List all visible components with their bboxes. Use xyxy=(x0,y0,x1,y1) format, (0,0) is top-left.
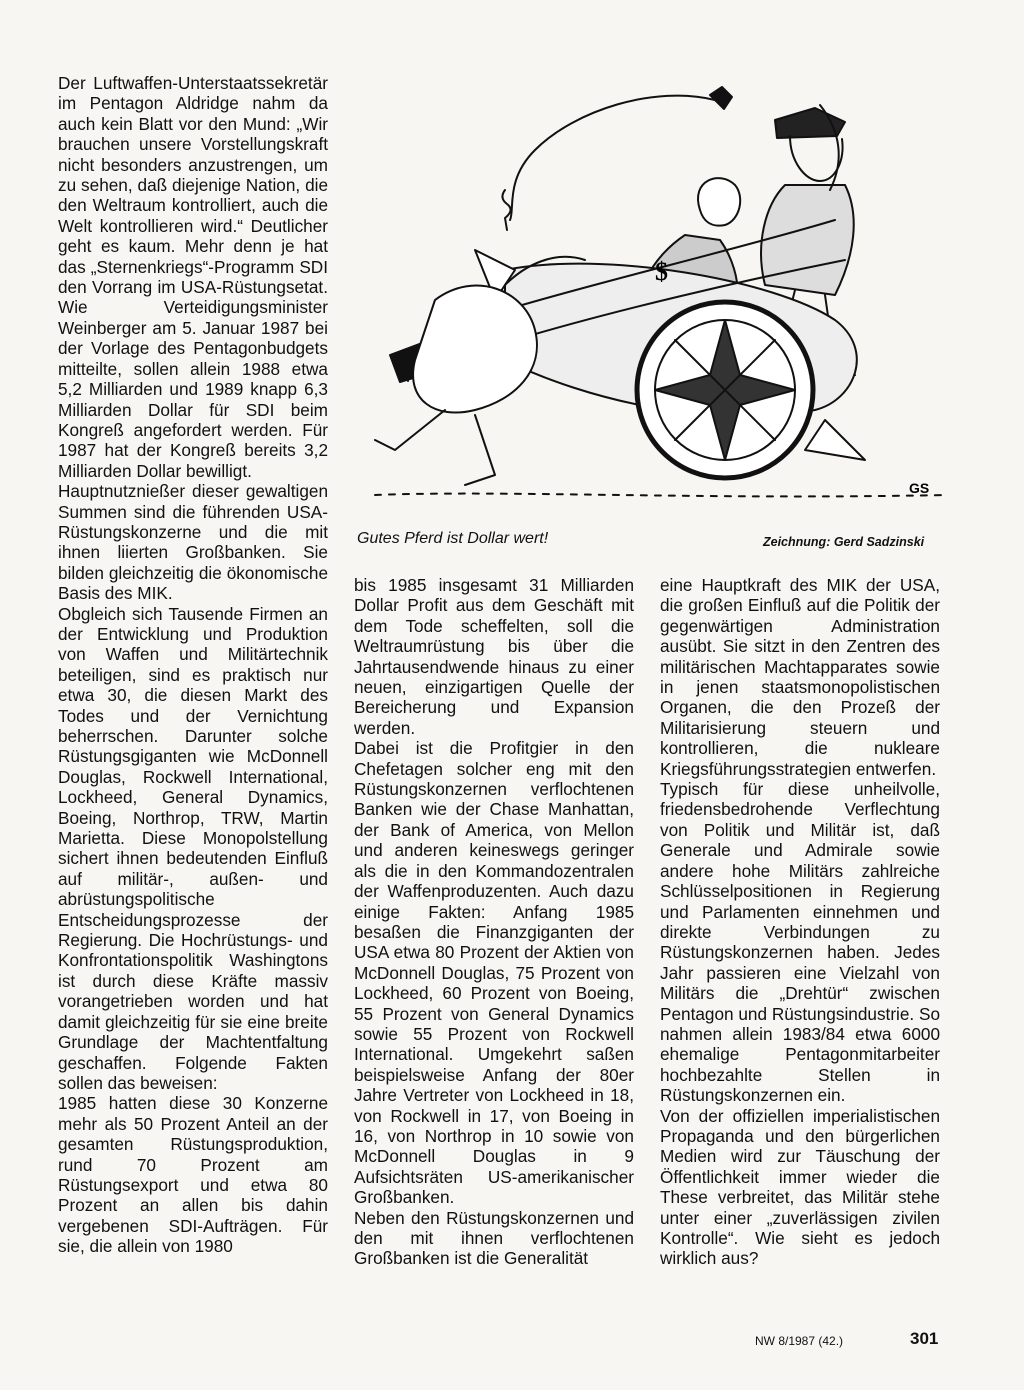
officer-fist xyxy=(710,87,732,109)
paragraph: Hauptnutznießer dieser gewaltigen Summen sind die führenden USA-Rüstungskonzerne und die mit ihnen liierten Großbanken. Sie bilden gleichzeitig die ökonomische Basis des MIK. xyxy=(58,481,328,604)
article-column-1 xyxy=(58,73,328,1257)
artist-signature: GS xyxy=(909,480,930,496)
whip xyxy=(510,96,715,220)
whip-tip xyxy=(502,190,510,230)
officer-body xyxy=(761,185,854,295)
page-number: 301 xyxy=(910,1329,939,1348)
paragraph: Neben den Rüstungskonzernen und den mit ihnen verflochtenen Großbanken ist die Generalität xyxy=(354,1207,634,1269)
paragraph: Von der offiziellen imperialistischen Propaganda und den bürgerlichen Medien wird zur Täuschung der Öffentlichkeit immer wieder die These verbreitet, das Militär stehe unter einer „zuverlässigen zivilen Kontrolle“. Wie sieht es jedoch wirklich aus? xyxy=(660,1105,940,1269)
paragraph: Typisch für diese unheilvolle, friedensbedrohende Verflechtung von Politik und Militär ist, daß Generale und Admirale sowie andere hohe Militärs zahlreiche Schlüsselpositionen in Regierung und Parlamenten einnehmen und direkte Verbindungen zu Rüstungskonzernen haben. Jedes Jahr passieren eine Vielzahl von Militärs die „Drehtür“ zwischen Pentagon und Rüstungsindustrie. So nahmen allein 1983/84 etwa 6000 ehemalige Pentagonmitarbeiter hochbezahlte Stellen in Rüstungskonzernen ein. xyxy=(660,779,940,1106)
paragraph: Der Luftwaffen-Unterstaatssekretär im Pentagon Aldridge nahm da auch kein Blatt vor den Mund: „Wir brauchen unsere Vorstellungskraft nicht besonders anzustrengen, um zu sehen, daß diejenige Nation, die den Weltraum kontrolliert, auch die Welt kontrollieren wird.“ Deutlicher geht es kaum. Mehr denn je hat das „Sternenkriegs“-Programm SDI den Vorrang im USA-Rüstungsetat. Wie Verteidigungsminister Weinberger am 5. Januar 1987 bei der Vorlage des Pentagonbudgets mitteilte, sollen allein 1988 etwa 5,2 Milliarden und 1989 knapp 6,3 Milliarden Dollar für SDI beim Kongreß angefordert werden. Für 1987 hat der Kongreß bereits 3,2 Milliarden Dollar bewilligt. xyxy=(58,73,328,481)
officer-head xyxy=(790,136,843,181)
illustration-credit: Zeichnung: Gerd Sadzinski xyxy=(763,535,925,549)
ground-line xyxy=(375,494,945,497)
missile-fin-2 xyxy=(805,420,865,460)
uncle-sam-legs xyxy=(375,410,495,485)
paragraph: Obgleich sich Tausende Firmen an der Entwicklung und Produktion von Waffen und Militärtechnik beteiligen, sind es praktisch nur etwa 30, die diesen Markt des Todes und der Vernichtung beherrschen. Darunter solche Rüstungsgiganten wie McDonnell Douglas, Rockwell International, Lockheed, General Dynamics, Boeing, Northrop, TRW, Martin Marietta. Diese Monopolstellung sichert ihnen bedeutenden Einfluß auf militär-, außen- und abrüstungspolitische Entscheidungsprozesse der Regierung. Die Hochrüstungs- und Konfrontationspolitik Washingtons ist durch diese Kräfte massiv vorangetrieben worden und hat damit gleichzeitig für sie eine breite Grundlage der Machtentfaltung geschaffen. Folgende Fakten sollen das beweisen: xyxy=(58,603,328,1093)
paragraph: bis 1985 insgesamt 31 Milliarden Dollar Profit aus dem Geschäft mit dem Tode scheffelten, soll die Weltraumrüstung bis über die Jahrtausendwende hinaus zu einer neuen, einzigartigen Quelle der Bereicherung und Expansion werden. xyxy=(354,575,634,738)
businessman-head xyxy=(698,178,740,226)
cartoon-caption: Gutes Pferd ist Dollar wert! xyxy=(357,530,549,547)
paragraph: Dabei ist die Profitgier in den Chefetagen solcher eng mit den Rüstungskonzernen verflochtenen Banken wie der Chase Manhattan, der Bank of America, von Mellon und anderen keineswegs geringer als die in den Kommandozentralen der Waffenproduzenten. Auch dazu einige Fakten: Anfang 1985 besaßen die Finanzgiganten der USA etwa 80 Prozent der Aktien von McDonnell Douglas, 75 Prozent von Lockheed, 60 Prozent von Boeing, 55 Prozent von General Dynamics sowie 55 Prozent von Rockwell International. Umgekehrt saßen beispielsweise Anfang der 80er Jahre Vertreter von Lockheed in 18, von Rockwell in 17, von Boeing in 16, von Northrop in 10 sowie von McDonnell Douglas in 9 Aufsichtsräten US-amerikanischer Großbanken. xyxy=(354,738,634,1208)
dollar-sign: $ xyxy=(655,257,668,286)
paragraph: eine Hauptkraft des MIK der USA, die großen Einfluß auf die Politik der gegenwärtigen Administration ausübt. Sie sitzt in den Zentren des militärischen Machtapparates sowie in jenen staatsmonopolistischen Organen, die den Prozeß der Militarisierung steuern und kontrollieren, die nukleare Kriegsführungsstrategien entwerfen. xyxy=(660,575,940,779)
footer-issue: NW 8/1987 (42.) xyxy=(755,1334,844,1348)
article-column-2 xyxy=(354,575,634,1269)
paragraph: 1985 hatten diese 30 Konzerne mehr als 50 Prozent Anteil an der gesamten Rüstungsproduktion, rund 70 Prozent am Rüstungsexport und etwa 80 Prozent an allen bis dahin vergebenen SDI-Aufträgen. Für sie, die allein von 1980 xyxy=(58,1093,328,1257)
uncle-sam-body xyxy=(413,286,537,413)
article-column-3 xyxy=(660,575,940,1269)
cartoon-illustration xyxy=(355,70,955,525)
